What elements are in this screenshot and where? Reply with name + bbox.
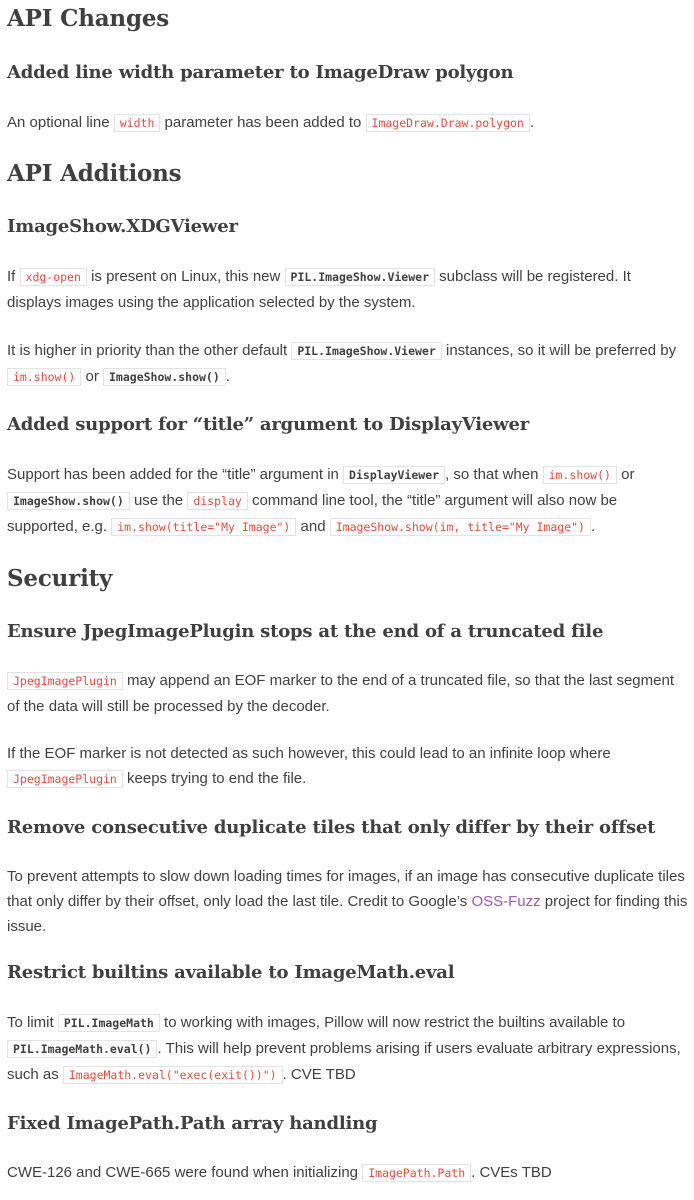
code-im-show: im.show() bbox=[7, 368, 81, 386]
text: . bbox=[590, 518, 596, 535]
heading-duplicate-tiles: Remove consecutive duplicate tiles that only differ by their offset bbox=[7, 817, 656, 838]
code-width: width bbox=[114, 114, 161, 132]
oss-fuzz-link[interactable]: OSS-Fuzz bbox=[471, 893, 541, 910]
text: , so that when bbox=[445, 466, 543, 483]
text: . CVE TBD bbox=[282, 1066, 356, 1083]
text: Support has been added for the “title” argument in bbox=[7, 466, 344, 483]
text: project for finding this issue. bbox=[7, 893, 688, 935]
heading-api-changes: API Changes bbox=[7, 5, 170, 32]
text: It is higher in priority than the other default bbox=[7, 342, 292, 359]
text: To limit bbox=[7, 1014, 58, 1031]
text: subclass will be registered. It displays images using the application selected by the system. bbox=[7, 268, 631, 311]
heading-title-argument: Added support for “title” argument to DisplayViewer bbox=[7, 414, 530, 435]
text: command line tool, the “title” argument will also now be supported, e.g. bbox=[7, 492, 618, 535]
text: and bbox=[296, 518, 330, 535]
code-imagemath-eval-exec: ImageMath.eval("exec(exit())") bbox=[63, 1066, 283, 1084]
code-xdg-open: xdg-open bbox=[20, 268, 87, 286]
code-display: display bbox=[187, 492, 247, 510]
text: . bbox=[225, 368, 230, 385]
text: is present on Linux, this new bbox=[86, 268, 285, 285]
code-link-pil-imagemath[interactable]: PIL.ImageMath bbox=[58, 1014, 160, 1032]
paragraph-title-argument bbox=[7, 462, 689, 540]
paragraph-jpeg-1 bbox=[7, 668, 689, 719]
text: If the EOF marker is not detected as such however, this could lead to an infinite loop where bbox=[7, 745, 611, 762]
text: may append an EOF marker to the end of a truncated file, so that the last segment of the data will still be processed by the decoder. bbox=[7, 672, 674, 715]
code-link-displayviewer[interactable]: DisplayViewer bbox=[343, 466, 445, 484]
heading-security: Security bbox=[7, 565, 113, 592]
code-link-imageshow-show[interactable]: ImageShow.show() bbox=[7, 492, 130, 510]
text: . CVEs TBD bbox=[471, 1164, 552, 1181]
heading-imagepath-array: Fixed ImagePath.Path array handling bbox=[7, 1113, 378, 1134]
heading-xdgviewer: ImageShow.XDGViewer bbox=[7, 216, 238, 237]
text: If bbox=[7, 268, 20, 285]
text: . This will help prevent problems arising if users evaluate arbitrary expressions, such as bbox=[7, 1040, 681, 1083]
code-imagedraw-polygon: ImageDraw.Draw.polygon bbox=[366, 114, 530, 132]
heading-jpeg-truncated: Ensure JpegImagePlugin stops at the end of a truncated file bbox=[7, 621, 604, 642]
code-im-show: im.show() bbox=[543, 466, 617, 484]
heading-imagemath-builtins: Restrict builtins available to ImageMath.eval bbox=[7, 962, 455, 983]
heading-api-additions: API Additions bbox=[7, 160, 182, 187]
text: An optional line bbox=[7, 114, 114, 131]
code-link-imageshow-viewer[interactable]: PIL.ImageShow.Viewer bbox=[285, 268, 435, 286]
text: to working with images, Pillow will now restrict the builtins available to bbox=[159, 1014, 626, 1031]
text: parameter has been added to bbox=[160, 114, 366, 131]
code-im-show-title: im.show(title="My Image") bbox=[111, 518, 296, 536]
text: instances, so it will be preferred by bbox=[441, 342, 677, 359]
code-imageshow-show-title: ImageShow.show(im, title="My Image") bbox=[330, 518, 591, 536]
paragraph-duplicate-tiles bbox=[7, 864, 689, 939]
heading-line-width-parameter: Added line width parameter to ImageDraw polygon bbox=[7, 62, 514, 83]
text: keeps trying to end the file. bbox=[122, 770, 307, 787]
text: or bbox=[616, 466, 635, 483]
code-link-imageshow-viewer[interactable]: PIL.ImageShow.Viewer bbox=[291, 342, 441, 360]
paragraph-xdg-2 bbox=[7, 338, 689, 390]
code-jpegimageplugin: JpegImagePlugin bbox=[7, 770, 123, 788]
paragraph-imagemath bbox=[7, 1010, 689, 1088]
code-link-imagemath-eval[interactable]: PIL.ImageMath.eval() bbox=[7, 1040, 157, 1058]
text: use the bbox=[129, 492, 188, 509]
text: To prevent attempts to slow down loading times for images, if an image has consecutive duplicate tiles that only differ by their offset, only load the last tile. Credit to Google’s bbox=[7, 868, 685, 910]
code-imagepath-path: ImagePath.Path bbox=[362, 1164, 471, 1182]
text: or bbox=[81, 368, 103, 385]
paragraph-jpeg-2 bbox=[7, 741, 689, 792]
paragraph-imagepath bbox=[7, 1160, 689, 1186]
code-jpegimageplugin: JpegImagePlugin bbox=[7, 672, 123, 690]
text: . bbox=[529, 114, 535, 131]
code-link-imageshow-show[interactable]: ImageShow.show() bbox=[103, 368, 226, 386]
text: CWE-126 and CWE-665 were found when initializing bbox=[7, 1164, 363, 1181]
paragraph-line-width bbox=[7, 110, 689, 136]
paragraph-xdg-1 bbox=[7, 264, 689, 315]
